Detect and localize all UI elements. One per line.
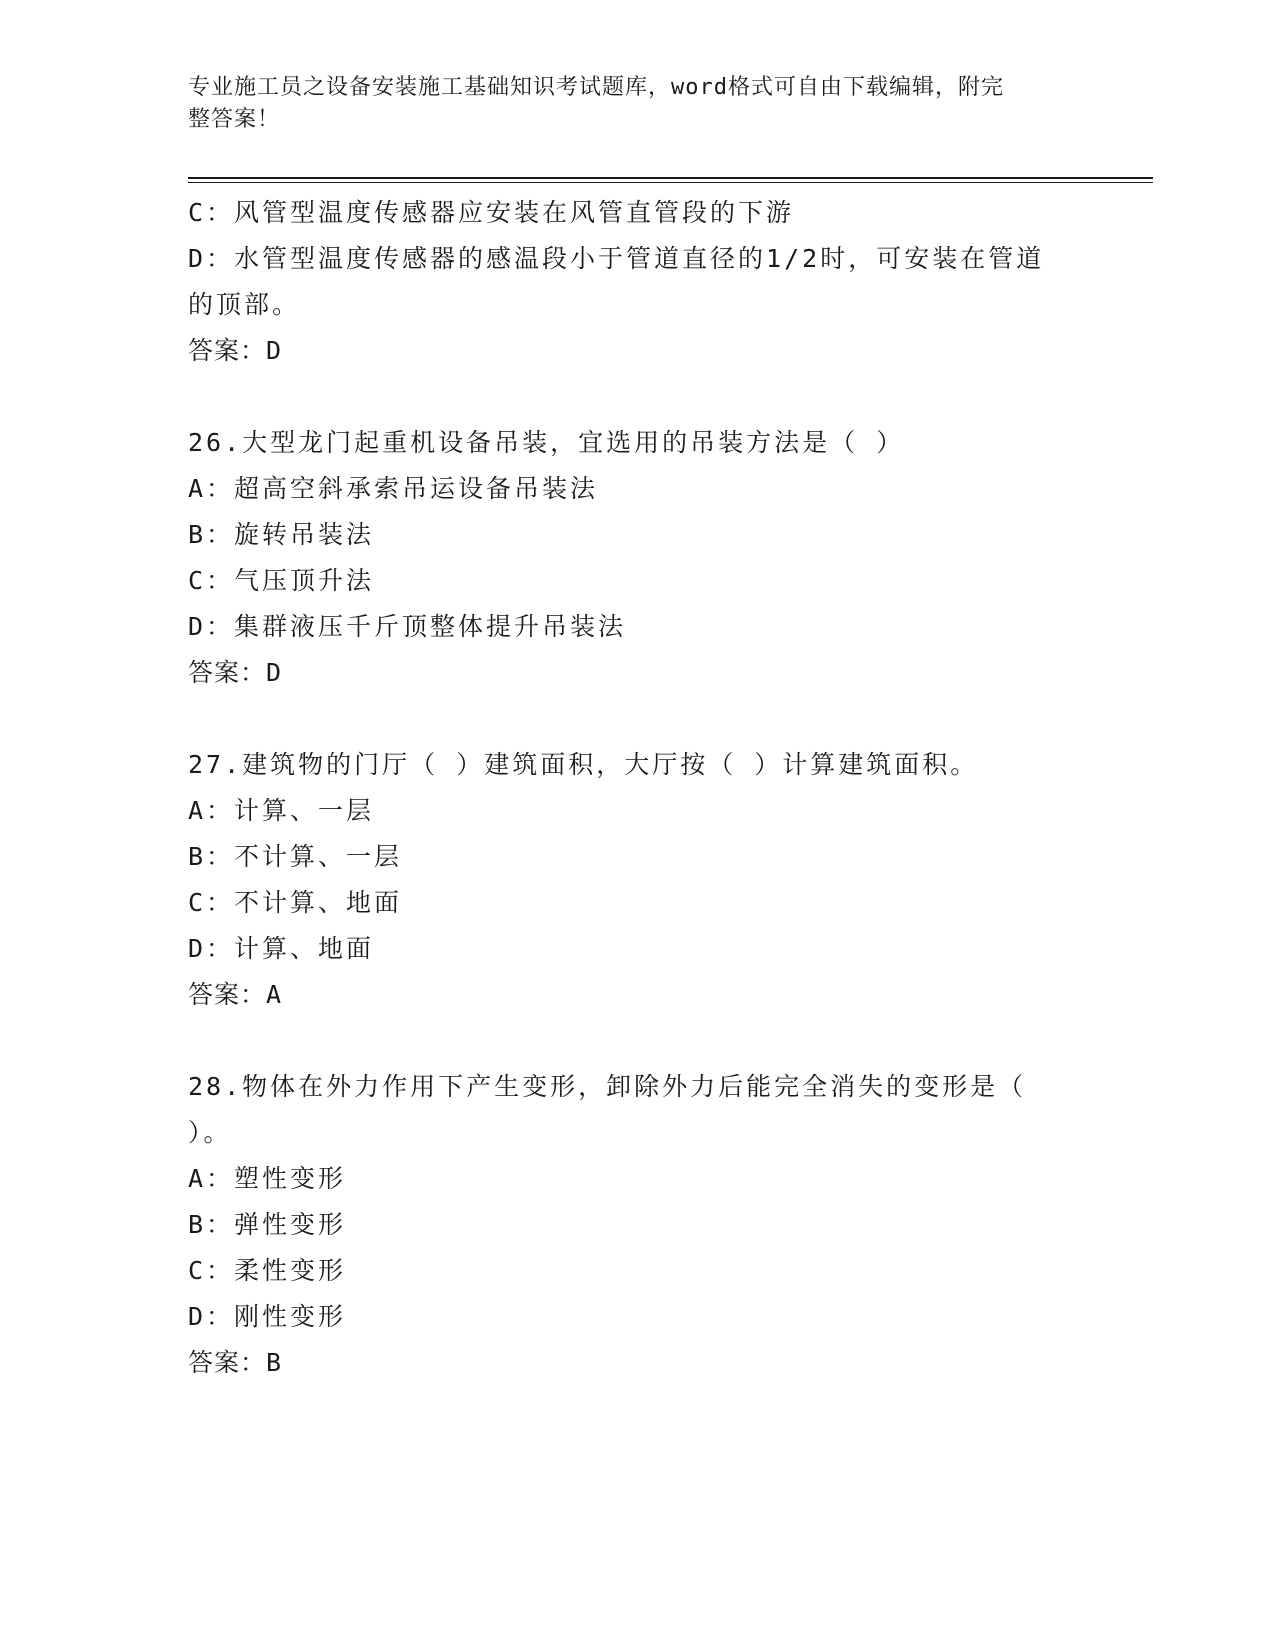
option-d: D：刚性变形 — [188, 1302, 347, 1331]
question-27 — [188, 742, 1088, 1018]
option-b: B：旋转吊装法 — [188, 520, 375, 549]
answer: 答案：D — [188, 336, 283, 365]
option-d: D：集群液压千斤顶整体提升吊装法 — [188, 612, 627, 641]
header-line-2: 整答案！ — [188, 107, 281, 132]
spacer — [188, 1018, 1088, 1064]
question-stem-continued: ）。 — [188, 1118, 232, 1147]
option-a: A：塑性变形 — [188, 1164, 347, 1193]
option-c: C：风管型温度传感器应安装在风管直管段的下游 — [188, 198, 795, 227]
answer: 答案：A — [188, 980, 283, 1009]
question-stem: 26.大型龙门起重机设备吊装，宜选用的吊装方法是（ ） — [188, 428, 905, 457]
header-line-1: 专业施工员之设备安装施工基础知识考试题库，word格式可自由下载编辑，附完 — [188, 75, 1004, 100]
header-divider — [188, 177, 1153, 179]
option-d: D：水管型温度传感器的感温段小于管道直径的1/2时，可安装在管道 — [188, 244, 1045, 273]
option-b: B：弹性变形 — [188, 1210, 347, 1239]
question-content — [188, 190, 1088, 1386]
question-25-continued — [188, 190, 1088, 374]
question-stem: 27.建筑物的门厅（ ）建筑面积，大厅按（ ）计算建筑面积。 — [188, 750, 979, 779]
option-b: B：不计算、一层 — [188, 842, 403, 871]
option-c: C：不计算、地面 — [188, 888, 403, 917]
option-a: A：超高空斜承索吊运设备吊装法 — [188, 474, 599, 503]
answer: 答案：D — [188, 658, 283, 687]
header-divider-thin — [188, 182, 1153, 183]
option-d: D：计算、地面 — [188, 934, 375, 963]
option-c: C：柔性变形 — [188, 1256, 347, 1285]
option-c: C：气压顶升法 — [188, 566, 375, 595]
question-stem: 28.物体在外力作用下产生变形，卸除外力后能完全消失的变形是（ — [188, 1072, 1027, 1101]
question-28 — [188, 1064, 1088, 1386]
question-26 — [188, 420, 1088, 696]
option-a: A：计算、一层 — [188, 796, 375, 825]
document-header — [188, 72, 1068, 136]
spacer — [188, 696, 1088, 742]
answer: 答案：B — [188, 1348, 283, 1377]
option-d-continued: 的顶部。 — [188, 290, 301, 319]
spacer — [188, 374, 1088, 420]
